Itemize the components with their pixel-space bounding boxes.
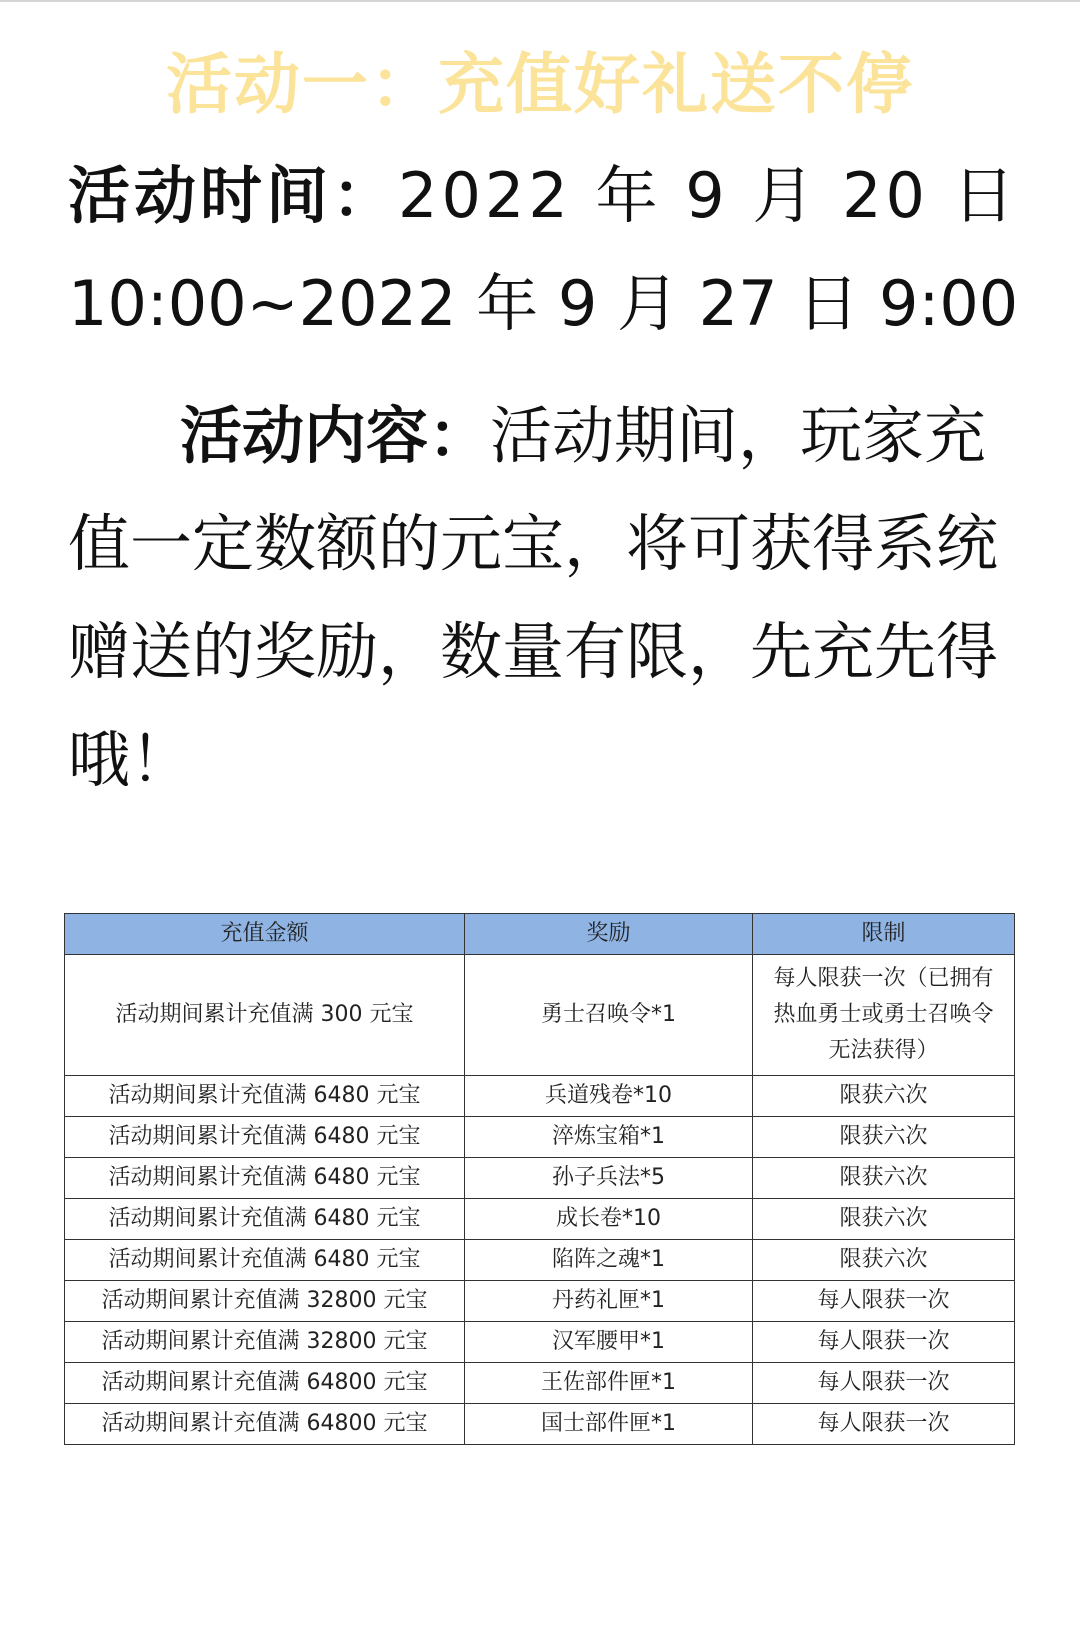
- table-row: [65, 1281, 1015, 1322]
- cell-limit: 限获六次: [753, 1158, 1015, 1199]
- header-reward: 奖励: [465, 914, 753, 955]
- activity-content-label: 活动内容：: [180, 399, 491, 472]
- table-row: [65, 955, 1015, 1076]
- cell-amount: 活动期间累计充值满 6480 元宝: [65, 1240, 465, 1281]
- cell-amount: 活动期间累计充值满 32800 元宝: [65, 1281, 465, 1322]
- cell-amount: 活动期间累计充值满 64800 元宝: [65, 1404, 465, 1445]
- table-row: [65, 1363, 1015, 1404]
- table-header-row: [65, 914, 1015, 955]
- header-limit: 限制: [753, 914, 1015, 955]
- cell-reward: 丹药礼匣*1: [465, 1281, 753, 1322]
- cell-reward: 国士部件匣*1: [465, 1404, 753, 1445]
- cell-amount: 活动期间累计充值满 6480 元宝: [65, 1158, 465, 1199]
- cell-reward: 王佐部件匣*1: [465, 1363, 753, 1404]
- cell-reward: 淬炼宝箱*1: [465, 1117, 753, 1158]
- activity-content: [68, 382, 1018, 814]
- cell-amount: 活动期间累计充值满 64800 元宝: [65, 1363, 465, 1404]
- activity-time: [68, 142, 1018, 358]
- cell-amount: 活动期间累计充值满 6480 元宝: [65, 1117, 465, 1158]
- activity-time-end: 10:00~2022 年 9 月 27 日 9:00: [68, 267, 1019, 340]
- activity-time-label: 活动时间：: [68, 159, 399, 232]
- header-amount: 充值金额: [65, 914, 465, 955]
- cell-reward: 孙子兵法*5: [465, 1158, 753, 1199]
- table-row: [65, 1404, 1015, 1445]
- cell-amount: 活动期间累计充值满 6480 元宝: [65, 1199, 465, 1240]
- rewards-table: [64, 913, 1015, 1445]
- cell-limit: 每人限获一次（已拥有热血勇士或勇士召唤令无法获得）: [753, 955, 1015, 1076]
- cell-reward: 勇士召唤令*1: [465, 955, 753, 1076]
- activity-content-text: 活动期间，玩家充值一定数额的元宝，将可获得系统赠送的奖励，数量有限，先充先得哦！: [68, 399, 999, 796]
- cell-reward: 兵道残卷*10: [465, 1076, 753, 1117]
- top-divider: [0, 0, 1080, 2]
- activity-time-start: 2022 年 9 月 20 日: [398, 159, 1019, 232]
- cell-amount: 活动期间累计充值满 32800 元宝: [65, 1322, 465, 1363]
- cell-limit: 限获六次: [753, 1240, 1015, 1281]
- cell-reward: 陷阵之魂*1: [465, 1240, 753, 1281]
- cell-limit: 限获六次: [753, 1199, 1015, 1240]
- cell-limit: 每人限获一次: [753, 1322, 1015, 1363]
- cell-reward: 成长卷*10: [465, 1199, 753, 1240]
- table-row: [65, 1158, 1015, 1199]
- table-row: [65, 1199, 1015, 1240]
- cell-limit: 限获六次: [753, 1117, 1015, 1158]
- activity-time-line-1: [68, 142, 1018, 250]
- cell-limit: 每人限获一次: [753, 1281, 1015, 1322]
- page-title: 活动一：充值好礼送不停: [166, 46, 914, 123]
- cell-limit: 限获六次: [753, 1076, 1015, 1117]
- table-row: [65, 1240, 1015, 1281]
- table-row: [65, 1322, 1015, 1363]
- cell-limit: 每人限获一次: [753, 1404, 1015, 1445]
- cell-amount: 活动期间累计充值满 6480 元宝: [65, 1076, 465, 1117]
- cell-limit: 每人限获一次: [753, 1363, 1015, 1404]
- table-row: [65, 1117, 1015, 1158]
- table-row: [65, 1076, 1015, 1117]
- cell-reward: 汉军腰甲*1: [465, 1322, 753, 1363]
- cell-amount: 活动期间累计充值满 300 元宝: [65, 955, 465, 1076]
